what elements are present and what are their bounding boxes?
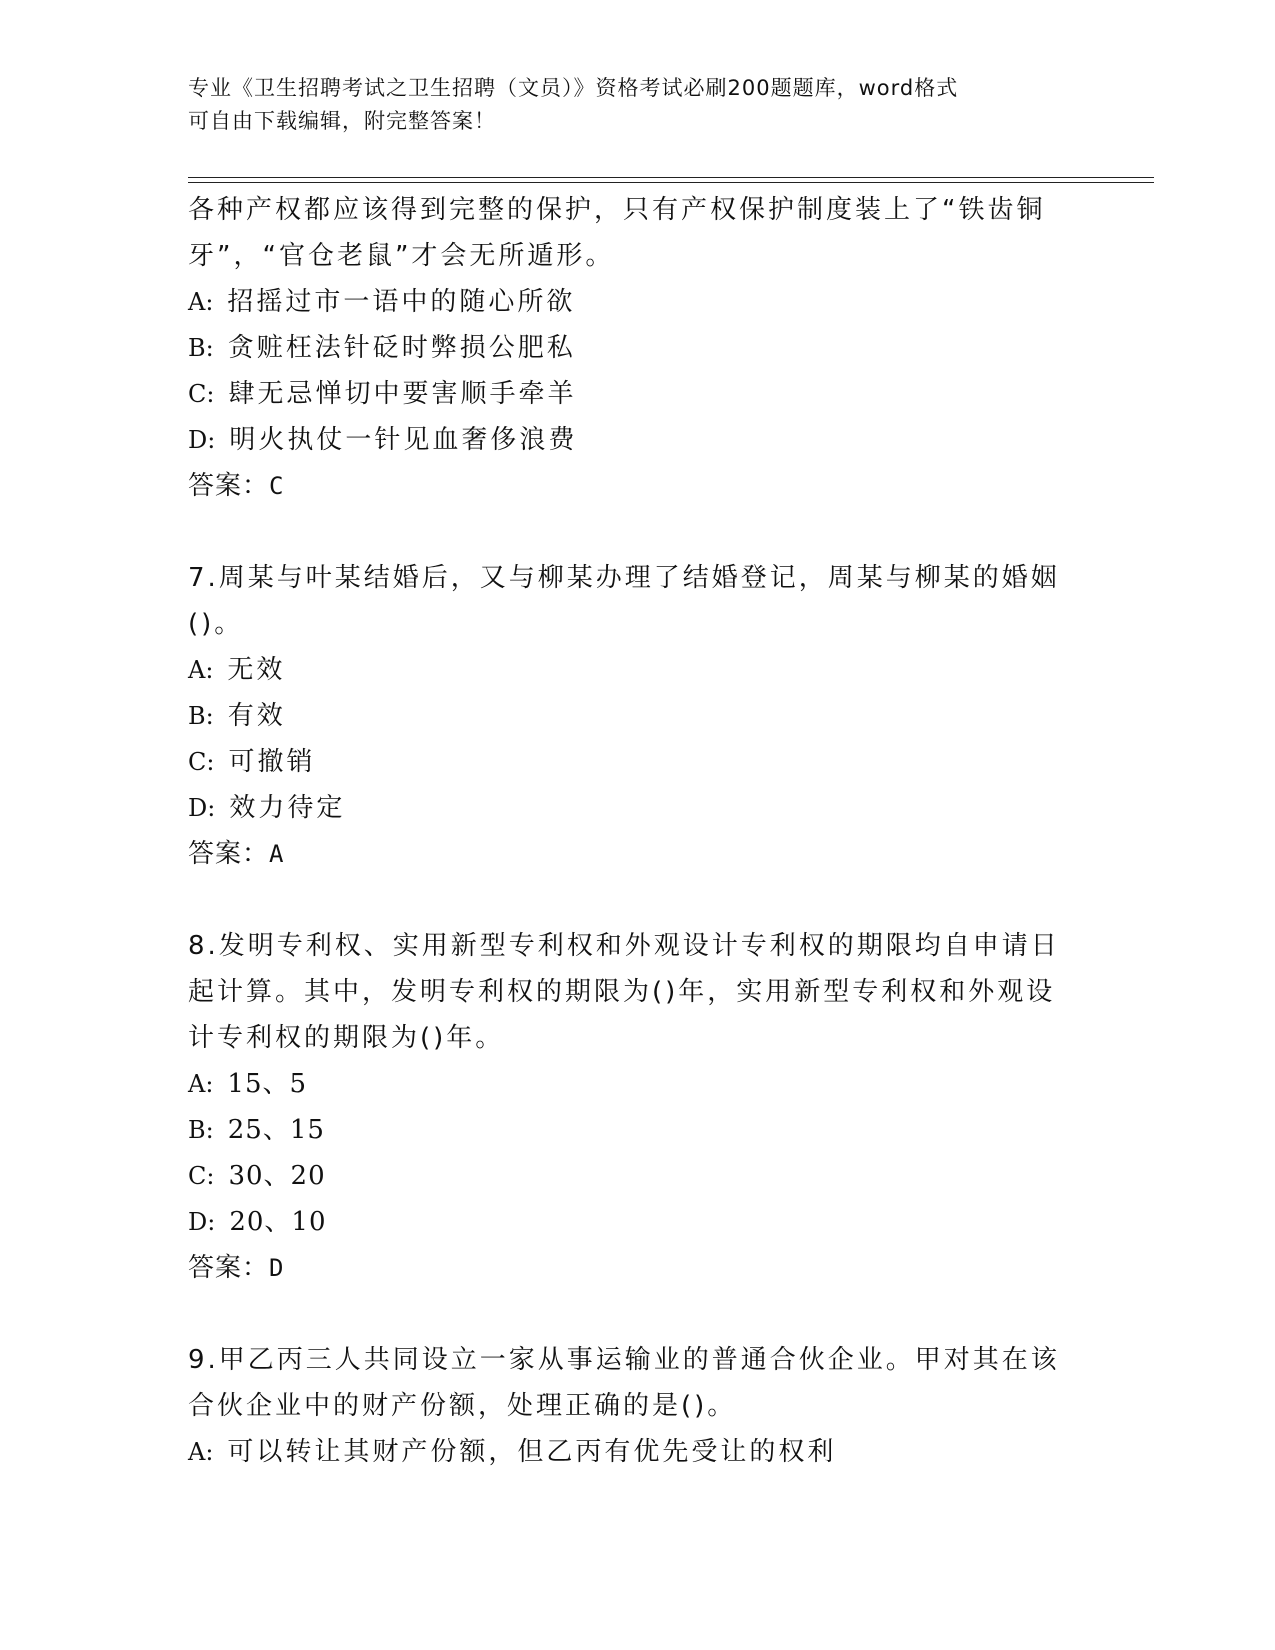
answer-value: D [269,1254,285,1282]
option-d [188,417,1088,463]
document-header [188,72,1088,138]
question-8 [188,923,1088,1291]
option-text: 15、5 [227,1069,308,1099]
option-c [188,371,1088,417]
option-text: 贪赃枉法针砭时弊损公肥私 [227,333,576,363]
option-text: 有效 [227,701,286,731]
answer-line [188,463,1088,509]
header-rule-top [188,177,1154,178]
option-letter: A: [188,656,214,684]
option-letter: A: [188,1438,214,1466]
answer-label: 答案： [188,839,270,869]
option-text: 招摇过市一语中的随心所欲 [227,287,576,317]
option-c [188,739,1088,785]
question-stem-line: 牙”，“官仓老鼠”才会无所遁形。 [188,241,615,271]
option-text: 无效 [227,655,286,685]
question-stem-line: 计专利权的期限为()年。 [188,1023,505,1053]
spacer [188,1291,1088,1337]
answer-line [188,831,1088,877]
header-rule-bottom [188,182,1154,183]
option-text: 效力待定 [229,793,346,823]
option-a [188,279,1088,325]
question-stem-line: 7.周某与叶某结婚后，又与柳某办理了结婚登记，周某与柳某的婚姻 [188,563,1060,593]
document-body [188,187,1088,1475]
answer-label: 答案： [188,1253,270,1283]
answer-value: C [269,472,285,500]
option-a [188,1061,1088,1107]
question-stem-line: 9.甲乙丙三人共同设立一家从事运输业的普通合伙企业。甲对其在该 [188,1345,1060,1375]
answer-label: 答案： [188,471,270,501]
option-text: 肆无忌惮切中要害顺手牵羊 [228,379,577,409]
answer-line [188,1245,1088,1291]
option-text: 25、15 [227,1115,325,1145]
option-letter: B: [188,1116,214,1144]
option-text: 可以转让其财产份额，但乙丙有优先受让的权利 [227,1437,837,1467]
option-d [188,785,1088,831]
option-text: 明火执仗一针见血奢侈浪费 [229,425,578,455]
option-letter: A: [188,288,214,316]
option-letter: D: [188,426,216,454]
header-line-2: 可自由下载编辑，附完整答案！ [188,109,496,133]
option-b [188,693,1088,739]
header-line-1: 专业《卫生招聘考试之卫生招聘（文员）》资格考试必刷200题题库，word格式 [188,76,959,100]
answer-value: A [269,840,285,868]
option-letter: A: [188,1070,214,1098]
question-7 [188,555,1088,877]
question-stem-line: 合伙企业中的财产份额，处理正确的是()。 [188,1391,737,1421]
option-letter: C: [188,380,215,408]
option-c [188,1153,1088,1199]
option-b [188,1107,1088,1153]
option-text: 30、20 [228,1161,326,1191]
option-letter: B: [188,702,214,730]
option-letter: B: [188,334,214,362]
spacer [188,877,1088,923]
question-stem-line: 8.发明专利权、实用新型专利权和外观设计专利权的期限均自申请日 [188,931,1060,961]
option-letter: C: [188,1162,215,1190]
spacer [188,509,1088,555]
option-letter: D: [188,794,216,822]
question-stem-line: 各种产权都应该得到完整的保护，只有产权保护制度装上了“铁齿铜 [188,195,1046,225]
option-a [188,647,1088,693]
option-letter: C: [188,748,215,776]
question-continued [188,187,1088,509]
option-b [188,325,1088,371]
option-letter: D: [188,1208,216,1236]
option-text: 可撤销 [228,747,316,777]
option-text: 20、10 [229,1207,327,1237]
question-stem-line: 起计算。其中，发明专利权的期限为()年，实用新型专利权和外观设 [188,977,1056,1007]
question-9 [188,1337,1088,1475]
option-d [188,1199,1088,1245]
question-stem-line: ()。 [188,609,244,639]
option-a [188,1429,1088,1475]
